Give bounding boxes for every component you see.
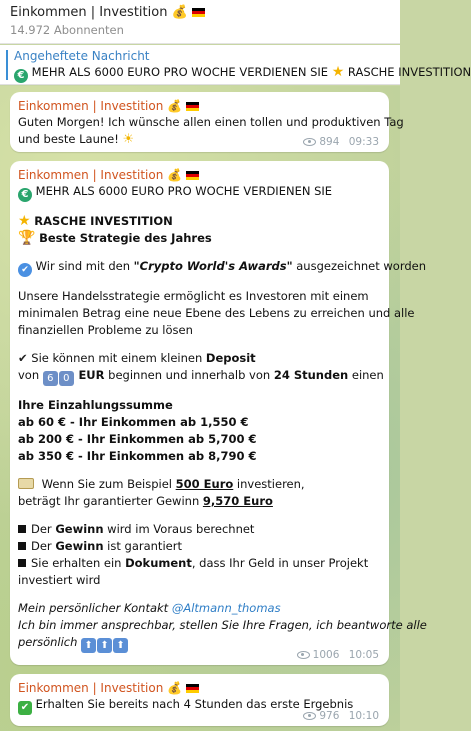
message-sender	[18, 98, 381, 114]
reach-text: Ich bin immer ansprechbar, stellen Sie Ihre Fragen, ich beantworte alle	[18, 618, 427, 632]
channel-title	[10, 4, 390, 22]
message-time: 10:05	[348, 649, 379, 661]
bullet-post: wird im Voraus berechnet	[103, 522, 255, 536]
pinned-bar	[6, 50, 8, 80]
tier-text: ab 200 € - Ihr Einkommen ab 5,700 €	[18, 432, 257, 446]
message-sender	[18, 167, 381, 183]
reach-line	[18, 617, 427, 634]
money-bag-icon: 💰	[167, 99, 183, 113]
up-arrow-icon: ⬆	[113, 638, 128, 653]
von-text: von	[18, 368, 43, 382]
credit-card-icon	[18, 478, 34, 489]
message-bubble[interactable]	[10, 92, 404, 152]
eye-icon	[297, 651, 310, 659]
money-bag-icon: 💰	[167, 681, 183, 695]
headline-text: MEHR ALS 6000 EURO PRO WOCHE VERDIENEN SIE	[35, 184, 333, 198]
tier-line	[18, 448, 381, 465]
message-text: Guten Morgen! Ich wünsche allen einen tollen und produktiven Tag	[18, 115, 404, 129]
strategy-line: Unsere Handelsstrategie ermöglicht es Investoren mit einem	[18, 289, 369, 303]
example-pre: Wenn Sie zum Beispiel	[41, 477, 176, 491]
gain-amount: 9,570 Euro	[202, 494, 273, 508]
gain-pre: beträgt Ihr garantierter Gewinn	[18, 494, 203, 508]
reach-text: persönlich	[18, 635, 78, 649]
deposit-word: Deposit	[205, 351, 256, 365]
contact-line	[18, 600, 381, 617]
germany-flag-icon	[186, 684, 199, 693]
tier-line	[18, 431, 381, 448]
tier-text: ab 350 € - Ihr Einkommen ab 8,790 €	[18, 449, 257, 463]
message-bubble[interactable]	[10, 161, 427, 665]
channel-title-text: Einkommen | Investition	[10, 5, 168, 20]
tier-line	[18, 414, 381, 431]
award-line	[18, 258, 427, 277]
gain-line	[18, 493, 381, 510]
beste-line	[18, 230, 381, 247]
bullet-continuation: investiert wird	[18, 573, 101, 587]
message-time: 09:33	[348, 136, 379, 148]
square-bullet-icon	[18, 559, 26, 567]
tier-text: ab 60 € - Ihr Einkommen ab 1,550 €	[18, 415, 249, 429]
message-sender	[18, 680, 381, 696]
bullet-post: ist garantiert	[103, 539, 182, 553]
star-icon: ★	[18, 213, 31, 229]
deposit-mid: beginnen und innerhalb von	[104, 368, 274, 382]
bullet-line	[18, 555, 381, 572]
pinned-label: Angeheftete Nachricht	[14, 49, 150, 63]
bullet-pre: Sie erhalten ein	[31, 556, 126, 570]
message-time: 10:10	[348, 710, 379, 722]
subscriber-count: 14.972 Abonnenten	[10, 23, 124, 37]
germany-flag-icon	[186, 171, 199, 180]
bullet-bold: Gewinn	[55, 522, 104, 536]
message-text-part: Erhalten Sie bereits nach 4 Stunden das erste Ergebnis	[35, 697, 354, 711]
message-meta	[303, 710, 379, 722]
star-icon: ★	[331, 64, 345, 80]
message-bubble[interactable]	[10, 674, 389, 726]
message-meta	[297, 649, 379, 661]
sender-name: Einkommen | Investition	[18, 681, 164, 695]
strategy-line: minimalen Betrag eine neue Ebene des Lebens zu erreichen und alle	[18, 306, 415, 320]
square-bullet-icon	[18, 542, 26, 550]
award-pre: Wir sind mit den	[35, 259, 134, 273]
eye-icon	[303, 138, 316, 146]
chat-area[interactable]	[0, 86, 427, 731]
pinned-text	[14, 64, 471, 83]
money-bag-icon: 💰	[171, 5, 188, 20]
message-meta	[303, 136, 379, 148]
eur-text: EUR	[78, 368, 105, 382]
pinned-text-a: MEHR ALS 6000 EURO PRO WOCHE VERDIENEN SIE	[31, 65, 329, 79]
sender-name: Einkommen | Investition	[18, 99, 164, 113]
verified-check-icon: ✔	[18, 263, 32, 277]
keycap-zero-icon: 0	[59, 371, 74, 386]
check-mark-icon: ✔	[18, 351, 28, 365]
award-post: ausgezeichnet worden	[292, 259, 427, 273]
sender-name: Einkommen | Investition	[18, 168, 164, 182]
bullet-line	[18, 538, 381, 555]
message-text-part: und beste Laune!	[18, 132, 119, 146]
eye-icon	[303, 712, 316, 720]
bullet-bold: Gewinn	[55, 539, 104, 553]
euro-banknote-icon: €	[14, 69, 28, 83]
euro-banknote-icon: €	[18, 188, 32, 202]
keycap-six-icon: 6	[43, 371, 58, 386]
pinned-message[interactable]	[0, 45, 471, 85]
square-bullet-icon	[18, 525, 26, 533]
up-arrow-icon: ⬆	[97, 638, 112, 653]
bullet-bold: Dokument	[125, 556, 192, 570]
deposit-line	[18, 350, 381, 367]
view-count: 976	[319, 710, 340, 722]
bullet-pre: Der	[31, 539, 56, 553]
rasche-line	[18, 213, 381, 230]
view-count: 1006	[312, 649, 340, 661]
einen-text: einen	[348, 368, 384, 382]
deposit-pre: Sie können mit einem kleinen	[31, 351, 206, 365]
germany-flag-icon	[186, 102, 199, 111]
bullet-pre: Der	[31, 522, 56, 536]
contact-pre: Mein persönlicher Kontakt	[18, 601, 172, 615]
sum-title-text: Ihre Einzahlungssumme	[18, 398, 173, 412]
contact-link[interactable]: @Altmann_thomas	[171, 601, 281, 615]
strategy-line: finanziellen Probleme zu lösen	[18, 323, 193, 337]
up-arrow-icon: ⬆	[81, 638, 96, 653]
pinned-text-b: RASCHE INVESTITION	[347, 65, 471, 79]
example-line	[18, 476, 381, 493]
example-amount: 500 Euro	[175, 477, 234, 491]
channel-header[interactable]	[0, 0, 400, 44]
award-name: "Crypto World's Awards"	[133, 259, 293, 273]
check-box-icon: ✔	[18, 701, 32, 715]
bullet-post: , dass Ihr Geld in unser Projekt	[191, 556, 369, 570]
money-bag-icon: 💰	[167, 168, 183, 182]
example-post: investieren,	[233, 477, 305, 491]
germany-flag-icon	[192, 8, 205, 17]
sum-title	[18, 397, 381, 414]
sun-icon: ☀	[122, 132, 135, 147]
headline	[18, 183, 381, 202]
view-count: 894	[319, 136, 340, 148]
hours-text: 24 Stunden	[273, 368, 349, 382]
bullet-line	[18, 521, 381, 538]
rasche-text: RASCHE INVESTITION	[34, 214, 173, 228]
trophy-icon: 🏆	[18, 230, 36, 246]
beste-text: Beste Strategie des Jahres	[39, 231, 212, 245]
deposit-line-2	[18, 367, 384, 386]
